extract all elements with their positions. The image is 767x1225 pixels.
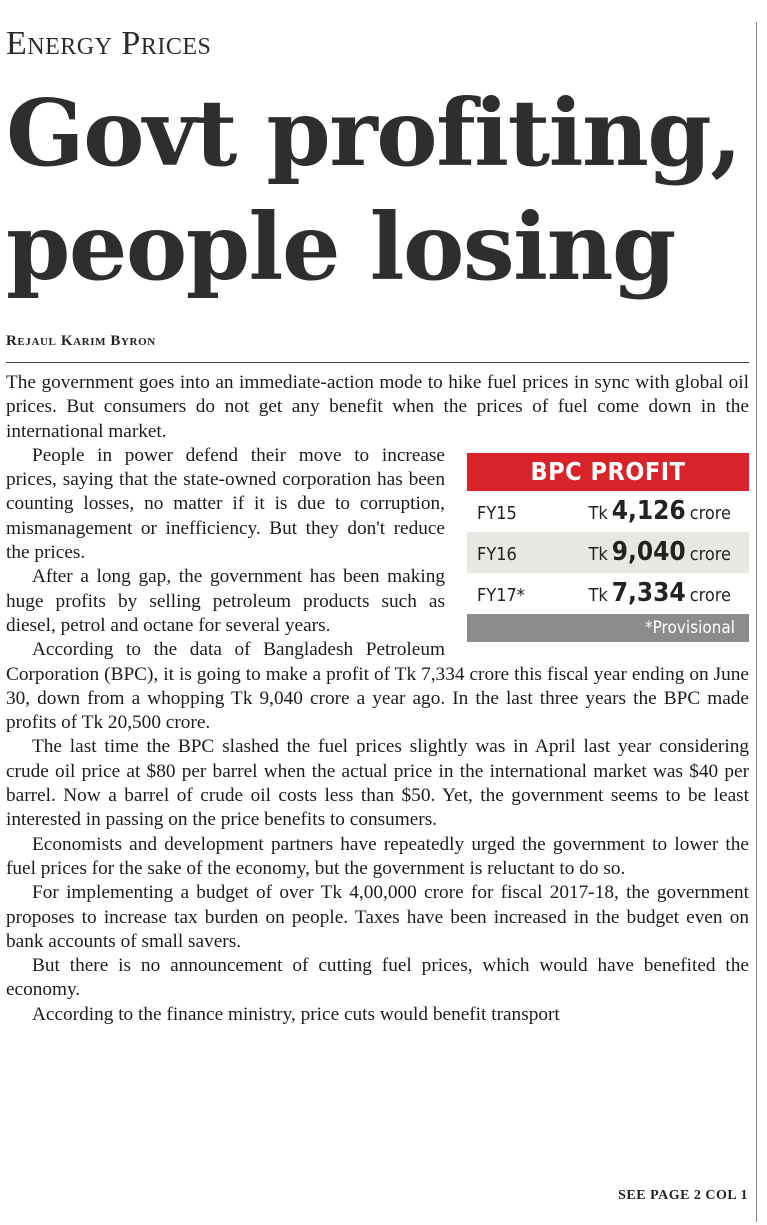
paragraph: After a long gap, the government has been making huge profits by selling petroleum products such as diesel, petrol and octane for several years. bbox=[6, 566, 445, 636]
paragraph: For implementing a budget of over Tk 4,00,000 crore for fiscal 2017-18, the government proposes to increase tax burden on people. Taxes have been increased in the budget even on bank accounts of small savers. bbox=[6, 882, 749, 952]
row-amount bbox=[588, 573, 731, 616]
row-prefix: Tk bbox=[588, 543, 608, 565]
paragraph: The government goes into an immediate-action mode to hike fuel prices in sync with global oil prices. But consumers do not get any benefit when the prices of fuel come down in the international market. bbox=[6, 372, 749, 442]
paragraph: According to the finance ministry, price cuts would benefit transport bbox=[32, 1003, 560, 1025]
paragraph: But there is no announcement of cutting fuel prices, which would have benefited the economy. bbox=[6, 955, 749, 1001]
profit-row bbox=[467, 532, 749, 573]
row-prefix: Tk bbox=[588, 584, 608, 606]
headline-line-1: Govt profiting, bbox=[6, 79, 741, 187]
row-unit: crore bbox=[689, 502, 731, 524]
row-unit: crore bbox=[689, 584, 731, 606]
headline-line-2: people losing bbox=[6, 193, 675, 301]
row-amount bbox=[588, 532, 731, 575]
paragraph: According to the data of Bangladesh Petroleum Corporation (BPC), it is going to make a profit of Tk 7,334 crore this fiscal year ending on June 30, down from a whopping Tk 9,040 crore a year ago. In the last three years the BPC made profits of Tk 20,500 crore. bbox=[6, 639, 749, 734]
box-title: BPC PROFIT bbox=[467, 453, 749, 491]
column-divider bbox=[756, 22, 757, 1222]
row-unit: crore bbox=[689, 543, 731, 565]
byline: Rejaul Karim Byron bbox=[6, 333, 156, 349]
row-year: FY17* bbox=[477, 584, 525, 606]
continuation-note: SEE PAGE 2 COL 1 bbox=[618, 1188, 748, 1203]
paragraph: Economists and development partners have repeatedly urged the government to lower the fuel prices for the sake of the economy, but the government is reluctant to do so. bbox=[6, 833, 749, 879]
profit-row bbox=[467, 573, 749, 614]
headline bbox=[6, 76, 741, 304]
row-value: 4,126 bbox=[611, 495, 686, 526]
box-footnote: *Provisional bbox=[467, 614, 749, 642]
section-kicker: Energy Prices bbox=[6, 25, 212, 62]
bpc-profit-box bbox=[467, 453, 749, 642]
row-year: FY16 bbox=[477, 543, 517, 565]
paragraph: People in power defend their move to increase prices, saying that the state-owned corporation has been counting losses, no matter if it is due to corruption, mismanagement or inefficiency. But they don't reduce the prices. bbox=[6, 444, 445, 564]
article-body bbox=[6, 371, 749, 1027]
row-value: 7,334 bbox=[611, 577, 686, 608]
profit-row bbox=[467, 491, 749, 532]
row-amount bbox=[588, 491, 731, 534]
paragraph: The last time the BPC slashed the fuel prices slightly was in April last year considering crude oil price at $80 per barrel when the actual price in the international market was $40 per barrel. Now a barrel of crude oil costs less than $50. Yet, the government seems to be least interested in passing on the price benefits to consumers. bbox=[6, 736, 749, 831]
byline-rule bbox=[6, 362, 749, 363]
row-value: 9,040 bbox=[611, 536, 686, 567]
row-year: FY15 bbox=[477, 502, 517, 524]
row-prefix: Tk bbox=[588, 502, 608, 524]
